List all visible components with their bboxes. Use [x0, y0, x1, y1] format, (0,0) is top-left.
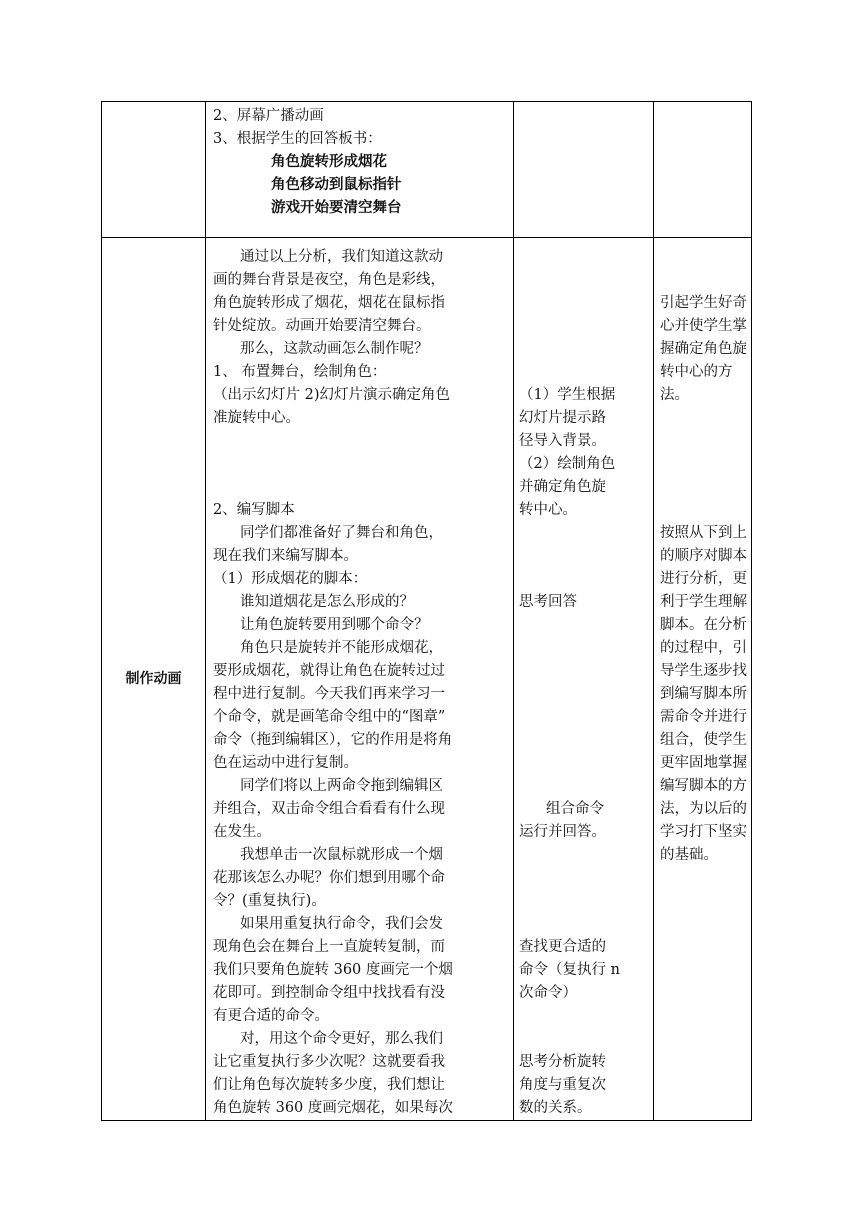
- text-line: 令？(重复执行)。: [213, 893, 326, 909]
- text-line: 3、根据学生的回答板书：: [213, 131, 382, 147]
- text-line: [213, 453, 509, 476]
- board-note-line: 角色移动到鼠标指针: [271, 177, 402, 193]
- text-line: 的顺序对脚本: [660, 548, 747, 564]
- top-row-student-cell: [514, 102, 654, 238]
- teacher-activity-text: [213, 246, 509, 1120]
- text-line: （出示幻灯片 2)幻灯片演示确定角色: [213, 387, 450, 403]
- text-line: 准旋转中心。: [213, 410, 300, 426]
- text-line: [660, 246, 748, 269]
- text-line: 角色只是旋转并不能形成烟花，: [240, 640, 443, 656]
- text-line: [519, 1005, 650, 1028]
- student-activity-cell: [514, 238, 654, 1121]
- text-line: [519, 867, 650, 890]
- text-line: [519, 292, 650, 315]
- text-line: 我想单击一次鼠标就形成一个烟: [240, 847, 443, 863]
- text-line: 转中心。: [519, 502, 577, 518]
- text-line: 同学们将以上两命令拖到编辑区: [240, 778, 443, 794]
- text-line: [213, 476, 509, 499]
- text-line: [519, 660, 650, 683]
- student-activity-text: [519, 246, 650, 1120]
- text-line: 花即可。到控制命令组中找找看有没: [213, 985, 445, 1001]
- text-line: [660, 453, 748, 476]
- text-line: 并确定角色旋: [519, 479, 606, 495]
- text-line: 编写脚本的方: [660, 778, 747, 794]
- text-line: 进行分析，更: [660, 571, 747, 587]
- text-line: 对，用这个命令更好，那么我们: [240, 1031, 443, 1047]
- text-line: 数的关系。: [519, 1100, 592, 1116]
- text-line: 角色旋转形成了烟花，烟花在鼠标指: [213, 295, 445, 311]
- text-line: 角色旋转 360 度画完烟花，如果每次: [213, 1100, 453, 1116]
- text-line: [660, 430, 748, 453]
- section-label-cell: [102, 238, 206, 1121]
- text-line: [519, 568, 650, 591]
- text-line: 让它重复执行多少次呢？这就要看我: [213, 1054, 445, 1070]
- text-line: 命令（复执行 n: [519, 962, 620, 978]
- text-line: 1、 布置舞台，绘制角色：: [213, 364, 387, 380]
- text-line: [519, 775, 650, 798]
- text-line: [213, 430, 509, 453]
- text-line: 思考分析旋转: [519, 1054, 606, 1070]
- text-line: [519, 361, 650, 384]
- text-line: 让角色旋转要用到哪个命令？: [240, 617, 429, 633]
- text-line: [519, 246, 650, 269]
- text-line: [519, 338, 650, 361]
- text-line: 法。: [660, 387, 689, 403]
- text-line: [519, 729, 650, 752]
- text-line: 思考回答: [519, 594, 577, 610]
- text-line: 现在我们来编写脚本。: [213, 548, 358, 564]
- text-line: [519, 315, 650, 338]
- top-row-label-cell: [102, 102, 206, 238]
- text-line: （1）学生根据: [519, 387, 616, 403]
- text-line: [519, 614, 650, 637]
- text-line: 色在运动中进行复制。: [213, 755, 358, 771]
- text-line: 角度与重复次: [519, 1077, 606, 1093]
- text-line: [519, 545, 650, 568]
- board-note-line: 游戏开始要清空舞台: [271, 200, 402, 216]
- text-line: 次命令）: [519, 985, 577, 1001]
- text-line: 查找更合适的: [519, 939, 606, 955]
- text-line: [519, 1028, 650, 1051]
- text-line: [519, 637, 650, 660]
- text-line: [660, 407, 748, 430]
- text-line: 2、屏幕广播动画: [213, 108, 324, 124]
- text-line: 我们只要角色旋转 360 度画完一个烟: [213, 962, 453, 978]
- text-line: [519, 890, 650, 913]
- text-line: 转中心的方: [660, 364, 733, 380]
- text-line: 运行并回答。: [519, 824, 606, 840]
- text-line: [519, 269, 650, 292]
- text-line: 有更合适的命令。: [213, 1008, 329, 1024]
- text-line: 的过程中，引: [660, 640, 747, 656]
- text-line: 花那该怎么办呢？你们想到用哪个命: [213, 870, 445, 886]
- section-label: 制作动画: [125, 670, 182, 687]
- text-line: 需命令并进行: [660, 709, 747, 725]
- text-line: 脚本。在分析: [660, 617, 747, 633]
- text-line: 组合命令: [546, 801, 604, 817]
- text-line: （1）形成烟花的脚本：: [213, 571, 368, 587]
- text-line: 针处绽放。动画开始要清空舞台。: [213, 318, 431, 334]
- board-note-line: 角色旋转形成烟花: [271, 154, 387, 170]
- text-line: [519, 706, 650, 729]
- text-line: 心并使学生掌: [660, 318, 747, 334]
- text-line: 们让角色每次旋转多少度，我们想让: [213, 1077, 445, 1093]
- text-line: 径导入背景。: [519, 433, 606, 449]
- text-line: 要形成烟花，就得让角色在旋转过过: [213, 663, 445, 679]
- text-line: 谁知道烟花是怎么形成的？: [240, 594, 414, 610]
- top-row-content-cell: [206, 102, 514, 238]
- text-line: 法，为以后的: [660, 801, 747, 817]
- text-line: 那么，这款动画怎么制作呢？: [240, 341, 429, 357]
- text-line: 更牢固地掌握: [660, 755, 747, 771]
- text-line: [660, 476, 748, 499]
- teacher-activity-cell: [206, 238, 514, 1121]
- text-line: 引起学生好奇: [660, 295, 747, 311]
- text-line: 程中进行复制。今天我们再来学习一: [213, 686, 445, 702]
- text-line: 导学生逐步找: [660, 663, 747, 679]
- text-line: [519, 844, 650, 867]
- text-line: 并组合，双击命令组合看看有什么现: [213, 801, 445, 817]
- table-row: [102, 102, 752, 238]
- text-line: 2、编写脚本: [213, 502, 295, 518]
- text-line: [660, 269, 748, 292]
- table-row: [102, 238, 752, 1121]
- text-line: （2）绘制角色: [519, 456, 616, 472]
- text-line: 的基础。: [660, 847, 718, 863]
- design-purpose-cell: [654, 238, 752, 1121]
- text-line: 如果用重复执行命令，我们会发: [240, 916, 443, 932]
- text-line: 在发生。: [213, 824, 271, 840]
- top-row-purpose-cell: [654, 102, 752, 238]
- design-purpose-text: [660, 246, 748, 867]
- text-line: 按照从下到上: [660, 525, 747, 541]
- text-line: 命令（拖到编辑区），它的作用是将角: [213, 732, 453, 748]
- text-line: [660, 499, 748, 522]
- text-line: 幻灯片提示路: [519, 410, 606, 426]
- text-line: 握确定角色旋: [660, 341, 747, 357]
- text-line: [519, 522, 650, 545]
- text-line: 利于学生理解: [660, 594, 747, 610]
- text-line: 到编写脚本所: [660, 686, 747, 702]
- text-line: [519, 683, 650, 706]
- text-line: 同学们都准备好了舞台和角色，: [240, 525, 443, 541]
- text-line: [519, 752, 650, 775]
- text-line: 组合，使学生: [660, 732, 747, 748]
- text-line: 学习打下坚实: [660, 824, 747, 840]
- text-line: 画的舞台背景是夜空，角色是彩线，: [213, 272, 445, 288]
- text-line: [519, 913, 650, 936]
- lesson-plan-table: [101, 101, 752, 1121]
- text-line: 个命令，就是画笔命令组中的“图章”: [213, 709, 446, 725]
- text-line: 现角色会在舞台上一直旋转复制，而: [213, 939, 445, 955]
- text-line: 通过以上分析，我们知道这款动: [240, 249, 443, 265]
